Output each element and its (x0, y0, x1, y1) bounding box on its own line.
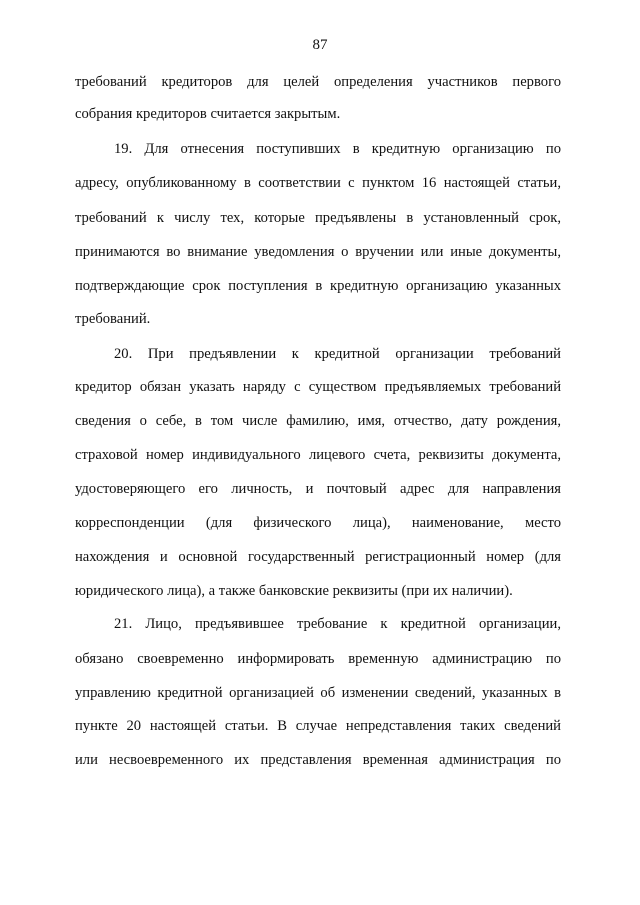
text-line: или несвоевременного их представления временная администрация по (75, 752, 561, 768)
text-line: принимаются во внимание уведомления о вручении или иные документы, (75, 244, 561, 260)
text-line: удостоверяющего его личность, и почтовый адрес для направления (75, 481, 561, 497)
text-line: обязано своевременно информировать временную администрацию по (75, 651, 561, 667)
text-line: 20. При предъявлении к кредитной организации требований (114, 346, 561, 362)
text-line: кредитор обязан указать наряду с существом предъявляемых требований (75, 379, 561, 395)
text-line: юридического лица), а также банковские реквизиты (при их наличии). (75, 583, 513, 599)
text-line: 21. Лицо, предъявившее требование к кредитной организации, (114, 616, 561, 632)
text-line: подтверждающие срок поступления в кредитную организацию указанных (75, 278, 561, 294)
text-line: адресу, опубликованному в соответствии с пунктом 16 настоящей статьи, (75, 175, 561, 191)
page-number: 87 (312, 37, 328, 53)
text-line: корреспонденции (для физического лица), наименование, место (75, 515, 561, 531)
text-line: нахождения и основной государственный регистрационный номер (для (75, 549, 561, 565)
text-line: управлению кредитной организацией об изменении сведений, указанных в (75, 685, 561, 701)
text-line: собрания кредиторов считается закрытым. (75, 106, 341, 122)
text-line: 19. Для отнесения поступивших в кредитную организацию по (114, 141, 561, 157)
text-line: страховой номер индивидуального лицевого счета, реквизиты документа, (75, 447, 561, 463)
text-line: сведения о себе, в том числе фамилию, имя, отчество, дату рождения, (75, 413, 561, 429)
text-line: требований. (75, 311, 151, 327)
text-line: требований кредиторов для целей определения участников первого (75, 74, 561, 90)
text-line: пункте 20 настоящей статьи. В случае непредставления таких сведений (75, 718, 561, 734)
text-line: требований к числу тех, которые предъявлены в установленный срок, (75, 210, 561, 226)
